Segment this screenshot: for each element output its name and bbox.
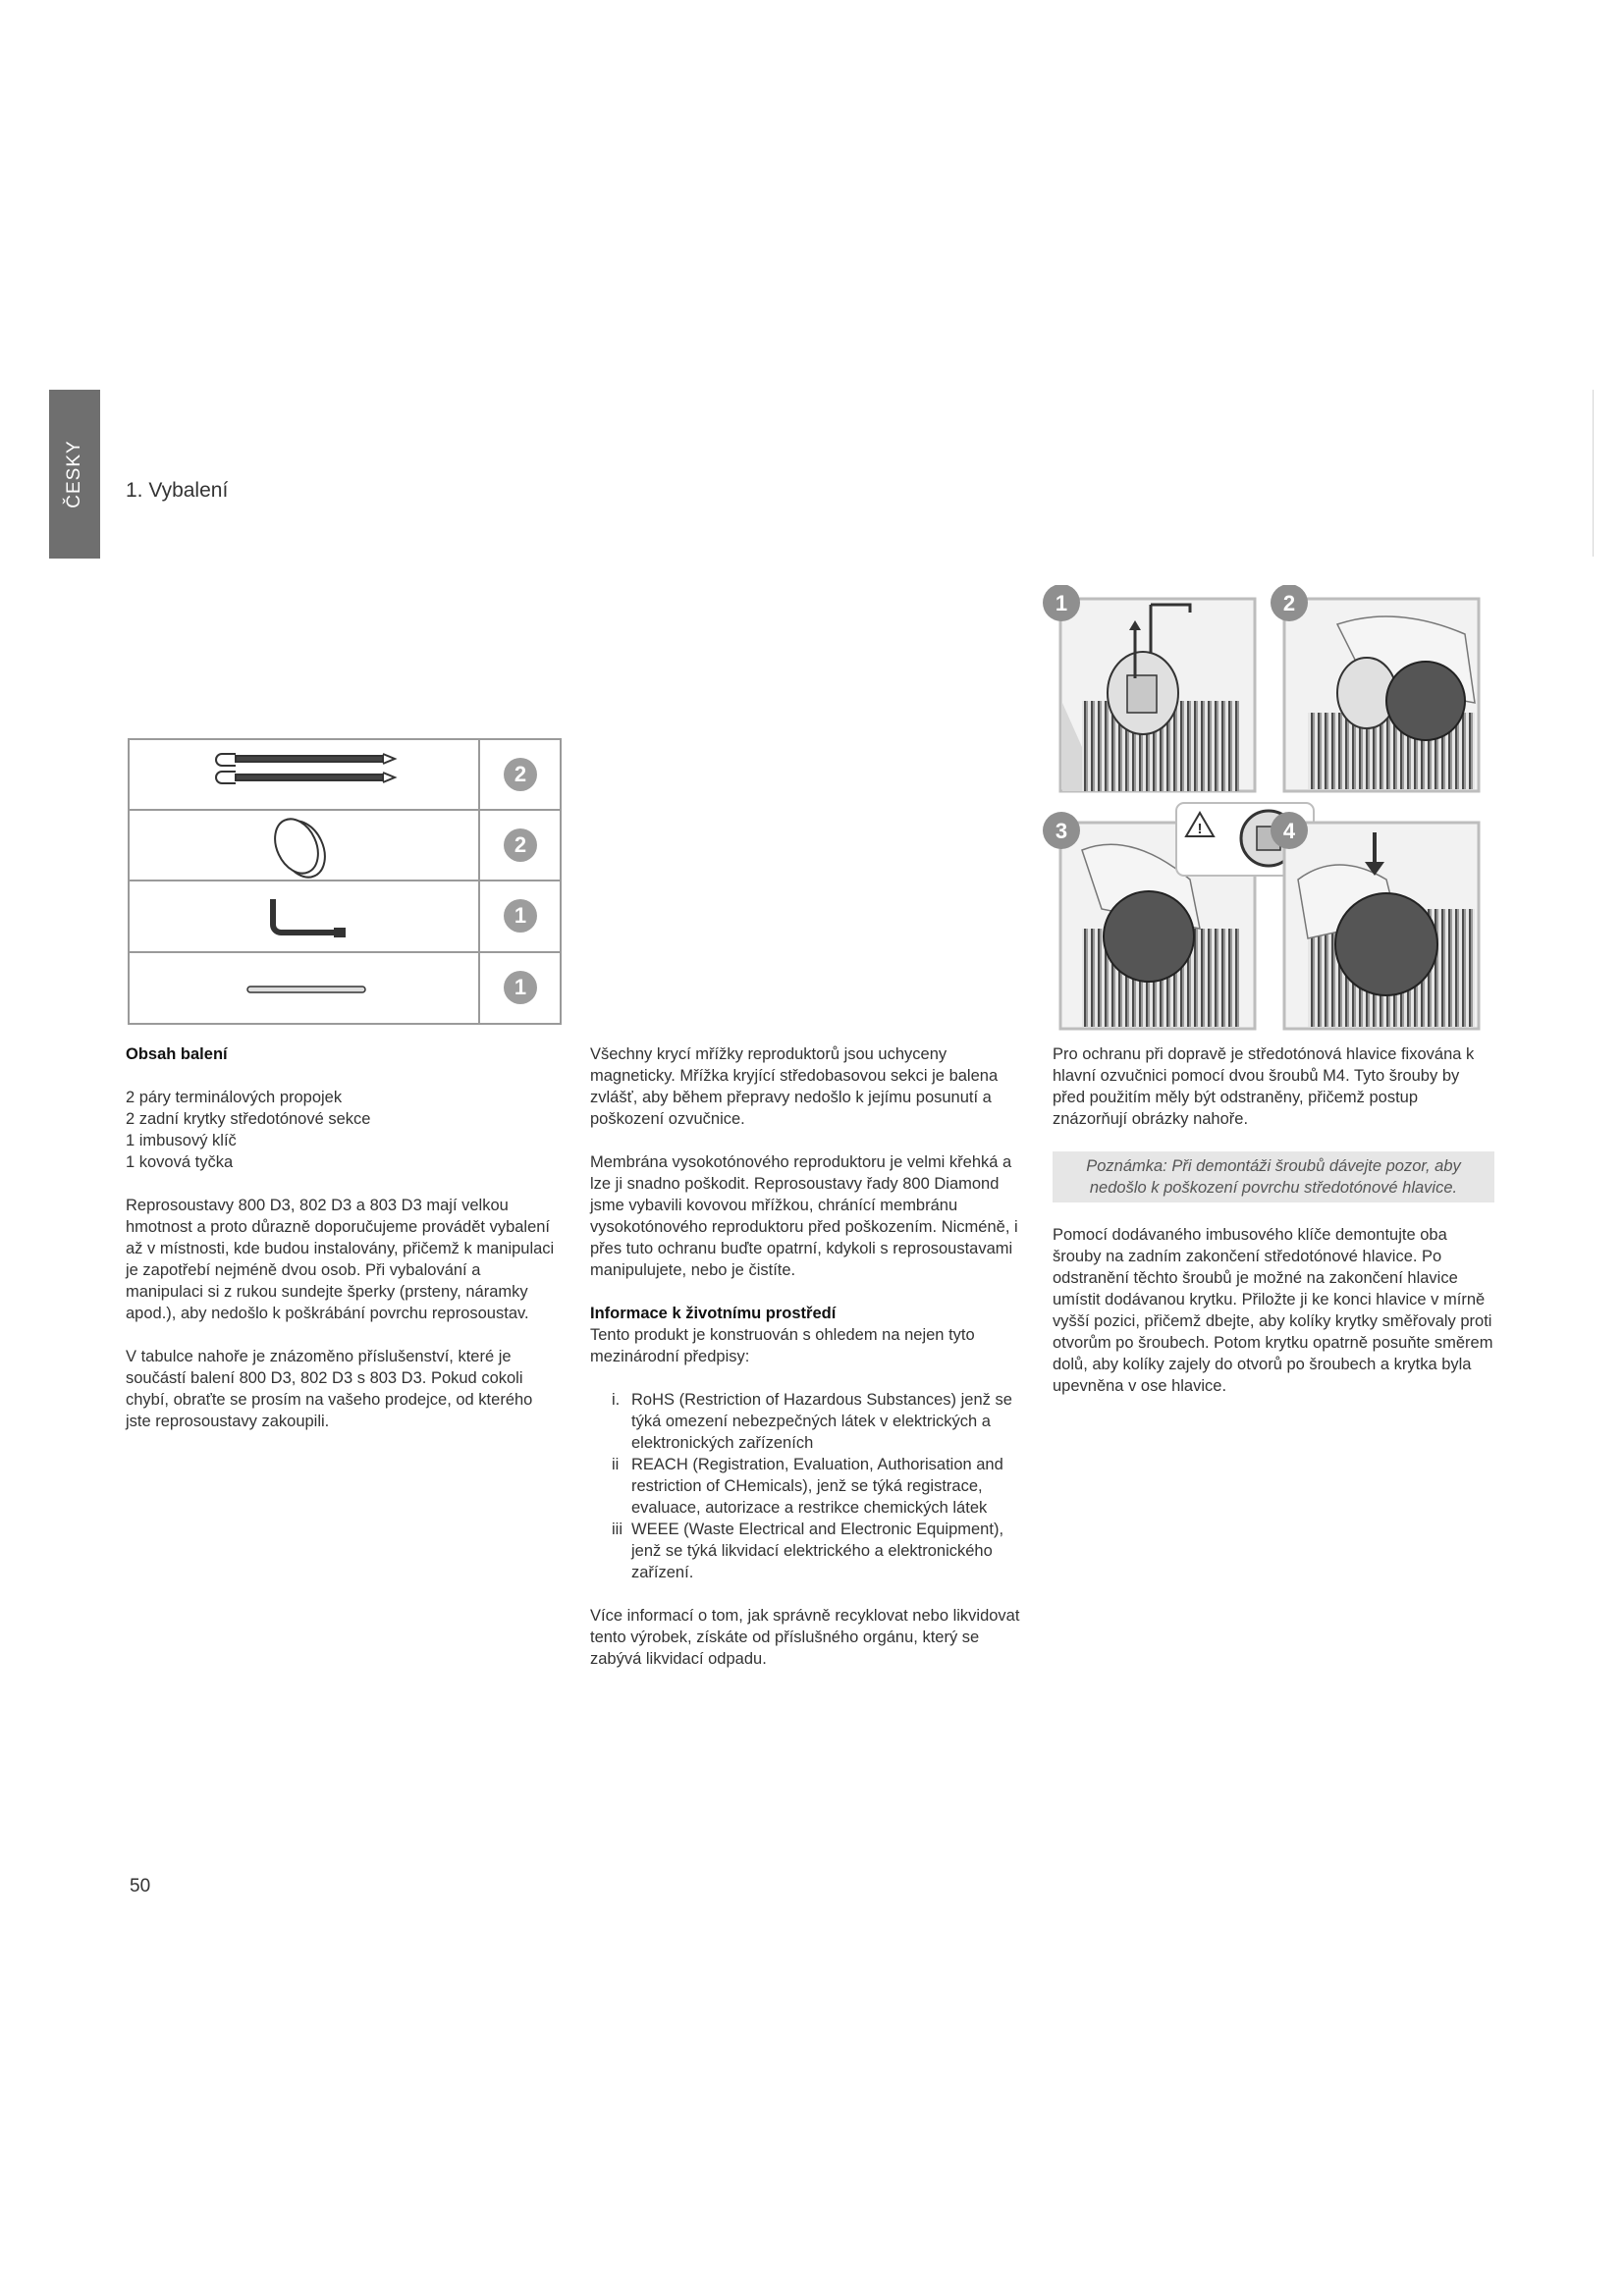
accessories-paragraph: V tabulce nahoře je znázoměno příslušenství, které je součástí balení 800 D3, 802 D3 s 803 D3. Pokud cokoli chybí, obraťte se prosím na vašeho prodejce, od kterého jste reprosoustavy zakoupili.	[126, 1348, 533, 1430]
regulation-number: ii	[612, 1456, 620, 1473]
metal-rod-icon	[247, 987, 365, 992]
cover-fitting-paragraph: Pomocí dodávaného imbusového klíče demontujte oba šrouby na zadním zakončení středotónové hlavice. Po odstranění těchto šroubů je možné na zakončení hlavice umístit dodávanou krytku. Přiložte ji ke konci hlavice v mírně vyšší pozici, přičemž dbejte, aby kolíky krytky směřovaly proti otvorům po šroubech. Potom krytku opatrně posuňte směrem dolů, aby kolíky zajely do otvorů po šroubech a krytka byla upevněna v ose hlavice.	[1053, 1226, 1493, 1395]
transport-paragraph: Pro ochranu při dopravě je středotónová hlavice fixována k hlavní ozvučnici pomocí dvou šroubů M4. Tyto šrouby by před použitím měly být odstraněny, přičemž postup znázorňují obrázky nahoře.	[1053, 1045, 1475, 1128]
step-badge	[1271, 812, 1308, 849]
regulation-text: REACH (Registration, Evaluation, Authorisation and restriction of CHemicals), jenž se týká registrace, evaluace, autorizace a restrikce chemických látek	[631, 1456, 1003, 1517]
tweeter-paragraph: Membrána vysokotónového reproduktoru je velmi křehká a lze ji snadno poškodit. Reprosoustavy řady 800 Diamond jsme vybavili kovovou mřížkou, chránící membránu vysokotónového reproduktoru před poškozením. Nicméně, i přes tuto ochranu buďte opatrní, kdykoli s reprosoustavami manipulujete, nebo je čistíte.	[590, 1153, 1018, 1279]
environment-intro: Tento produkt je konstruován s ohledem na nejen tyto mezinárodní předpisy:	[590, 1326, 975, 1365]
grille-environment-column	[590, 1043, 1022, 1691]
step-1-image	[1060, 599, 1255, 791]
quantity-badge-label: 1	[514, 903, 527, 928]
installation-steps-illustration	[1043, 585, 1494, 1037]
transport-screws-column	[1053, 1043, 1494, 1418]
environment-heading: Informace k životnímu prostředí	[590, 1305, 837, 1322]
regulation-text: RoHS (Restriction of Hazardous Substances) jenž se týká omezení nebezpečných látek v elektrických a elektronických zařízeních	[631, 1391, 1012, 1452]
quantity-badge-label: 2	[514, 832, 527, 857]
quantity-badge	[504, 971, 537, 1004]
warning-symbol: !	[1197, 821, 1203, 837]
handling-paragraph: Reprosoustavy 800 D3, 802 D3 a 803 D3 mají velkou hmotnost a proto důrazně doporučujeme provádět vybalení až v místnosti, kde budou instalovány, přičemž k manipulaci je zapotřebí nejméně dvou osob. Při vybalování a manipulaci si z rukou sundejte šperky (prsteny, náramky apod.), aby nedošlo k poškrábání povrchu reprosoustav.	[126, 1197, 555, 1322]
page-number: 50	[130, 1876, 151, 1896]
quantity-badge	[504, 899, 537, 933]
step-badge-label: 1	[1055, 591, 1068, 615]
recycling-paragraph: Více informací o tom, jak správně recyklovat nebo likvidovat tento výrobek, získáte od příslušného orgánu, který se zabývá likvidací odpadu.	[590, 1607, 1020, 1668]
grille-paragraph: Všechny krycí mřížky reproduktorů jsou uchyceny magneticky. Mřížka kryjící středobasovou sekci je balena zvlášť, aby během přepravy nedošlo k jejímu posunutí a poškození ozvučnice.	[590, 1045, 999, 1128]
note-box: Poznámka: Při demontáži šroubů dávejte pozor, aby nedošlo k poškození povrchu středotónové hlavice.	[1053, 1151, 1494, 1202]
package-contents-column	[126, 1043, 558, 1454]
package-contents-heading: Obsah balení	[126, 1045, 228, 1063]
regulation-number: iii	[612, 1521, 623, 1538]
list-item: 1 kovová tyčka	[126, 1153, 234, 1171]
package-contents-list	[126, 1087, 558, 1173]
quantity-badge-label: 1	[514, 975, 527, 999]
quantity-badge	[504, 828, 537, 862]
language-tab	[49, 390, 100, 559]
step-badge-label: 4	[1282, 819, 1296, 843]
step-4-image	[1284, 823, 1479, 1029]
step-badge-label: 3	[1055, 819, 1068, 843]
page-edge-rule	[1593, 390, 1594, 557]
quantity-badge	[504, 758, 537, 791]
section-title: 1. Vybalení	[126, 479, 229, 502]
language-tab-label: ČESKY	[64, 440, 84, 508]
step-2-image	[1284, 599, 1479, 791]
regulation-item	[590, 1519, 1022, 1583]
step-badge-label: 2	[1282, 591, 1296, 615]
list-item: 2 páry terminálových propojek	[126, 1089, 343, 1106]
step-badge	[1271, 585, 1308, 621]
regulation-item	[590, 1454, 1022, 1519]
regulation-item	[590, 1389, 1022, 1454]
regulation-number: i.	[612, 1391, 621, 1409]
regulation-text: WEEE (Waste Electrical and Electronic Equipment), jenž se týká likvidací elektrického a elektronického zařízení.	[631, 1521, 1004, 1581]
accessories-table	[128, 738, 562, 1025]
step-badge	[1043, 585, 1080, 621]
regulations-list	[590, 1389, 1022, 1583]
quantity-badge-label: 2	[514, 762, 527, 786]
list-item: 2 zadní krytky středotónové sekce	[126, 1110, 371, 1128]
list-item: 1 imbusový klíč	[126, 1132, 237, 1149]
step-badge	[1043, 812, 1080, 849]
